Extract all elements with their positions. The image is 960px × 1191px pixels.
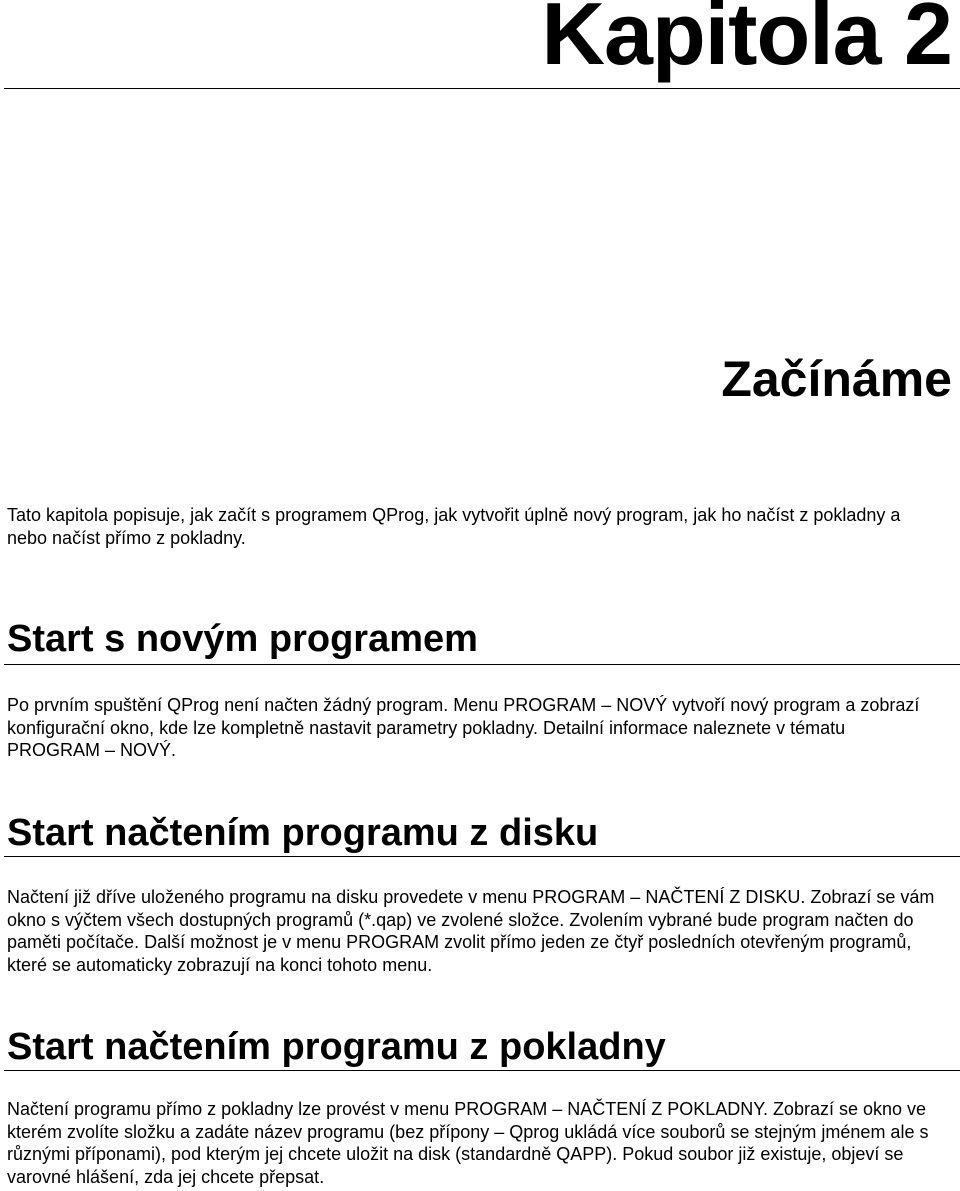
section-heading-load-from-disk: Start načtením programu z disku <box>7 812 599 854</box>
section-body-load-from-disk: Načtení již dříve uloženého programu na disku provedete v menu PROGRAM – NAČTENÍ Z DISKU. Zobrazí se vám okno s výčtem všech dostupných programů (*.qap) ve zvolené složce. Zvolením vybrané bude program načten do paměti počítače. Další možnost je v menu PROGRAM zvolit přímo jeden ze čtyř posledních otevřeným programů, které se automaticky zobrazují na konci tohoto menu. <box>7 887 935 976</box>
section-rule-new-program <box>4 664 960 665</box>
section-heading-new-program: Start s novým programem <box>7 618 478 660</box>
section-heading-load-from-register: Start načtením programu z pokladny <box>7 1026 666 1068</box>
chapter-subtitle: Začínáme <box>721 351 952 407</box>
section-body-load-from-register: Načtení programu přímo z pokladny lze provést v menu PROGRAM – NAČTENÍ Z POKLADNY. Zobrazí se okno ve kterém zvolíte složku a zadáte název programu (bez přípony – Qprog ukládá více souborů se stejným jménem ale s různými příponami), pod kterým jej chcete uložit na disk (standardně QAPP). Pokud soubor již existuje, objeví se varovné hlášení, zda jej chcete přepsat. <box>7 1099 929 1188</box>
chapter-title-rule <box>4 88 960 89</box>
chapter-title: Kapitola 2 <box>541 0 952 83</box>
intro-paragraph: Tato kapitola popisuje, jak začít s programem QProg, jak vytvořit úplně nový program, jak ho načíst z pokladny a nebo načíst přímo z pokladny. <box>7 505 901 548</box>
section-rule-load-from-disk <box>4 856 960 857</box>
section-body-new-program: Po prvním spuštění QProg není načten žádný program. Menu PROGRAM – NOVÝ vytvoří nový program a zobrazí konfigurační okno, kde lze kompletně nastavit parametry pokladny. Detailní informace naleznete v tématu PROGRAM – NOVÝ. <box>7 695 920 761</box>
section-rule-load-from-register <box>4 1070 960 1071</box>
